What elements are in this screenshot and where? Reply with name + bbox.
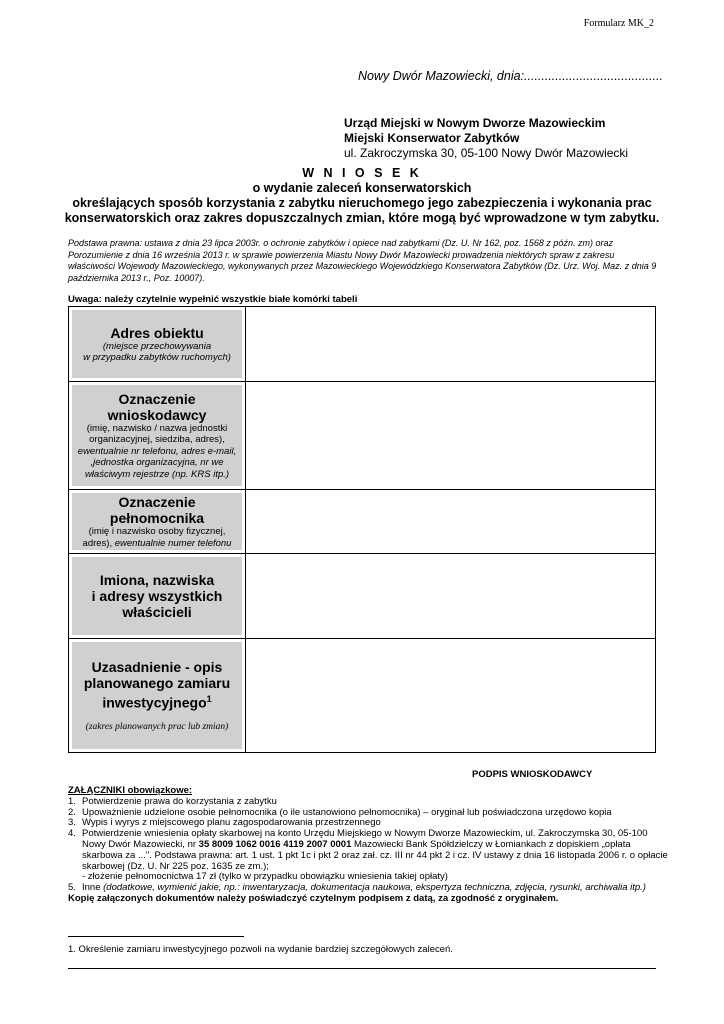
justification-title-3: inwestycyjnego [102, 694, 207, 711]
attachment-item: 1. Potwierdzenie prawa do korzystania z zabytku [68, 795, 277, 807]
recipient-address: ul. Zakroczymska 30, 05-100 Nowy Dwór Mazowiecki [344, 146, 629, 160]
fill-note: Uwaga: należy czytelnie wypełnić wszystkie białe komórki tabeli [68, 294, 358, 305]
proxy-input[interactable] [246, 490, 656, 554]
attachment-item: 3. Wypis i wyrys z miejscowego planu zagospodarowania przestrzennego [68, 817, 381, 829]
proxy-label [72, 493, 242, 550]
row-proxy [69, 490, 656, 554]
recipient-block [344, 116, 628, 161]
title-line-2: określających sposób korzystania z zabytku nieruchomego jego zabezpieczenia i wykonania prac [72, 196, 652, 210]
application-form-table [68, 306, 656, 753]
address-sub-1: (miejsce przechowywania [102, 340, 212, 352]
justification-label [72, 642, 242, 749]
attachment-item: 4. Potwierdzenie wniesienia opłaty skarbowej na konto Urzędu Miejskiego w Nowym Dworze Mazowieckim, ul. Zakroczymska 30, 05-100 Nowy Dwór Mazowiecki, nr 35 8009 1062 0016 4119 2007 0001 Mazowiecki Bank Spółdzielczy w Łomiankach z dopiskiem „opłata skarbowa za ...". Podstawa prawna: art. 1 ust. 1 pkt 1c i pkt 2 oraz zał. cz. III nr 44 pkt 2 i cz. IV ustawy z dnia 16 listopada 2006 r. o opłacie skarbowej (Dz. U. Nr 225 poz. 1635 ze zm.); - złożenie pełnomocnictwa 17 zł (tylko w przypadku obowiązku wniesienia takiej opłaty) [68, 828, 668, 883]
justification-title-2: planowanego zamiaru [83, 674, 231, 691]
attachments-list [68, 797, 668, 894]
bank-account-number: 35 8009 1062 0016 4119 2007 0001 [198, 838, 352, 850]
justification-input[interactable] [246, 639, 656, 753]
title-word: W N I O S E K [302, 166, 422, 180]
applicant-input[interactable] [246, 382, 656, 490]
owners-title-1: Imiona, nazwiska [99, 572, 215, 588]
document-title [0, 166, 724, 226]
place-date-line: Nowy Dwór Mazowiecki, dnia:........................................ [358, 69, 663, 83]
proxy-sub-2 [83, 538, 232, 550]
proxy-title: Oznaczenie pełnomocnika [109, 494, 205, 526]
address-label [72, 310, 242, 378]
applicant-sub-5: właściwym rejestrze (np. KRS itp.) [84, 468, 230, 480]
justification-title-3-wrap [102, 691, 211, 711]
applicant-label [72, 385, 242, 486]
row-justification [69, 639, 656, 753]
recipient-official: Miejski Konserwator Zabytków [344, 131, 520, 145]
row-address [69, 307, 656, 382]
applicant-sub-2: organizacyjnej, siedziba, adres), [89, 434, 225, 446]
address-input[interactable] [246, 307, 656, 382]
footnote-divider [68, 936, 244, 937]
form-code: Formularz MK_2 [583, 18, 654, 29]
legal-basis: Podstawa prawna: ustawa z dnia 23 lipca 2003r. o ochronie zabytków i opiece nad zabytkami (Dz. U. Nr 162, poz. 1568 z późn. zm) oraz Porozumienie z dnia 16 września 2013 r. w sprawie powierzenia Miastu Nowy Dwór Mazowiecki prowadzenia niektórych spraw z zakresu właściwości Wojewody Mazowieckiego, wykonywanych przez Mazowieckiego Wojewódzkiego Konserwatora Zabytków (Dz. Urz. Woj. Maz. z dnia 9 października 2013 r., Poz. 10007). [68, 238, 657, 283]
applicant-sub-1: (imię, nazwisko / nazwa jednostki [86, 422, 228, 434]
proxy-sub-2b: ewentualnie numer telefonu [114, 537, 232, 549]
footnote-ref: 1 [206, 693, 212, 704]
applicant-sub-3: ewentualnie nr telefonu, adres e-mail, [77, 445, 237, 457]
address-title: Adres obiektu [110, 324, 204, 341]
attachment-item: 5. Inne (dodatkowe, wymienić jakie, np.: inwentaryzacja, dokumentacja naukowa, ekspertyza techniczna, zdjęcia, rysunki, archiwalia itp.) [68, 882, 646, 894]
owners-title-2: i adresy wszystkich [91, 588, 223, 604]
applicant-sub-4: ,jednostka organizacyjna, nr we [90, 457, 224, 469]
attachment-item: 2. Upoważnienie udzielone osobie pełnomocnika (o ile ustanowiono pełnomocnika) – oryginał lub poświadczona urzędowo kopia [68, 806, 612, 818]
attachments-section [68, 786, 668, 905]
owners-input[interactable] [246, 554, 656, 639]
applicant-title-1: Oznaczenie [118, 390, 196, 407]
attachments-title: ZAŁĄCZNIKI obowiązkowe: [68, 785, 193, 796]
row-owners [69, 554, 656, 639]
attachments-closing: Kopię załączonych dokumentów należy poświadczyć czytelnym podpisem z datą, za zgodność z oryginałem. [68, 892, 559, 904]
justification-title-1: Uzasadnienie - opis [91, 658, 223, 675]
proxy-sub-1: (imię i nazwisko osoby fizycznej, [88, 526, 226, 537]
justification-sub: (zakres planowanych prac lub zmian) [85, 722, 229, 733]
address-sub-2: w przypadku zabytków ruchomych) [83, 352, 231, 363]
page-bottom-rule [68, 968, 656, 969]
recipient-office: Urząd Miejski w Nowym Dworze Mazowieckim [344, 116, 606, 130]
title-line-3: konserwatorskich oraz zakres dopuszczalnych zmian, które mogą być wprowadzone w tym zabytku. [64, 211, 660, 225]
applicant-title-2: wnioskodawcy [107, 406, 207, 423]
title-line-1: o wydanie zaleceń konserwatorskich [252, 181, 472, 195]
signature-label: PODPIS WNIOSKODAWCY [472, 769, 593, 780]
owners-label [72, 557, 242, 635]
proxy-sub-2a: adres), [82, 537, 115, 549]
row-applicant [69, 382, 656, 490]
footnote-text: 1. Określenie zamiaru inwestycyjnego pozwoli na wydanie bardziej szczegółowych zaleceń. [68, 944, 453, 955]
owners-title-3: właścicieli [122, 604, 192, 620]
